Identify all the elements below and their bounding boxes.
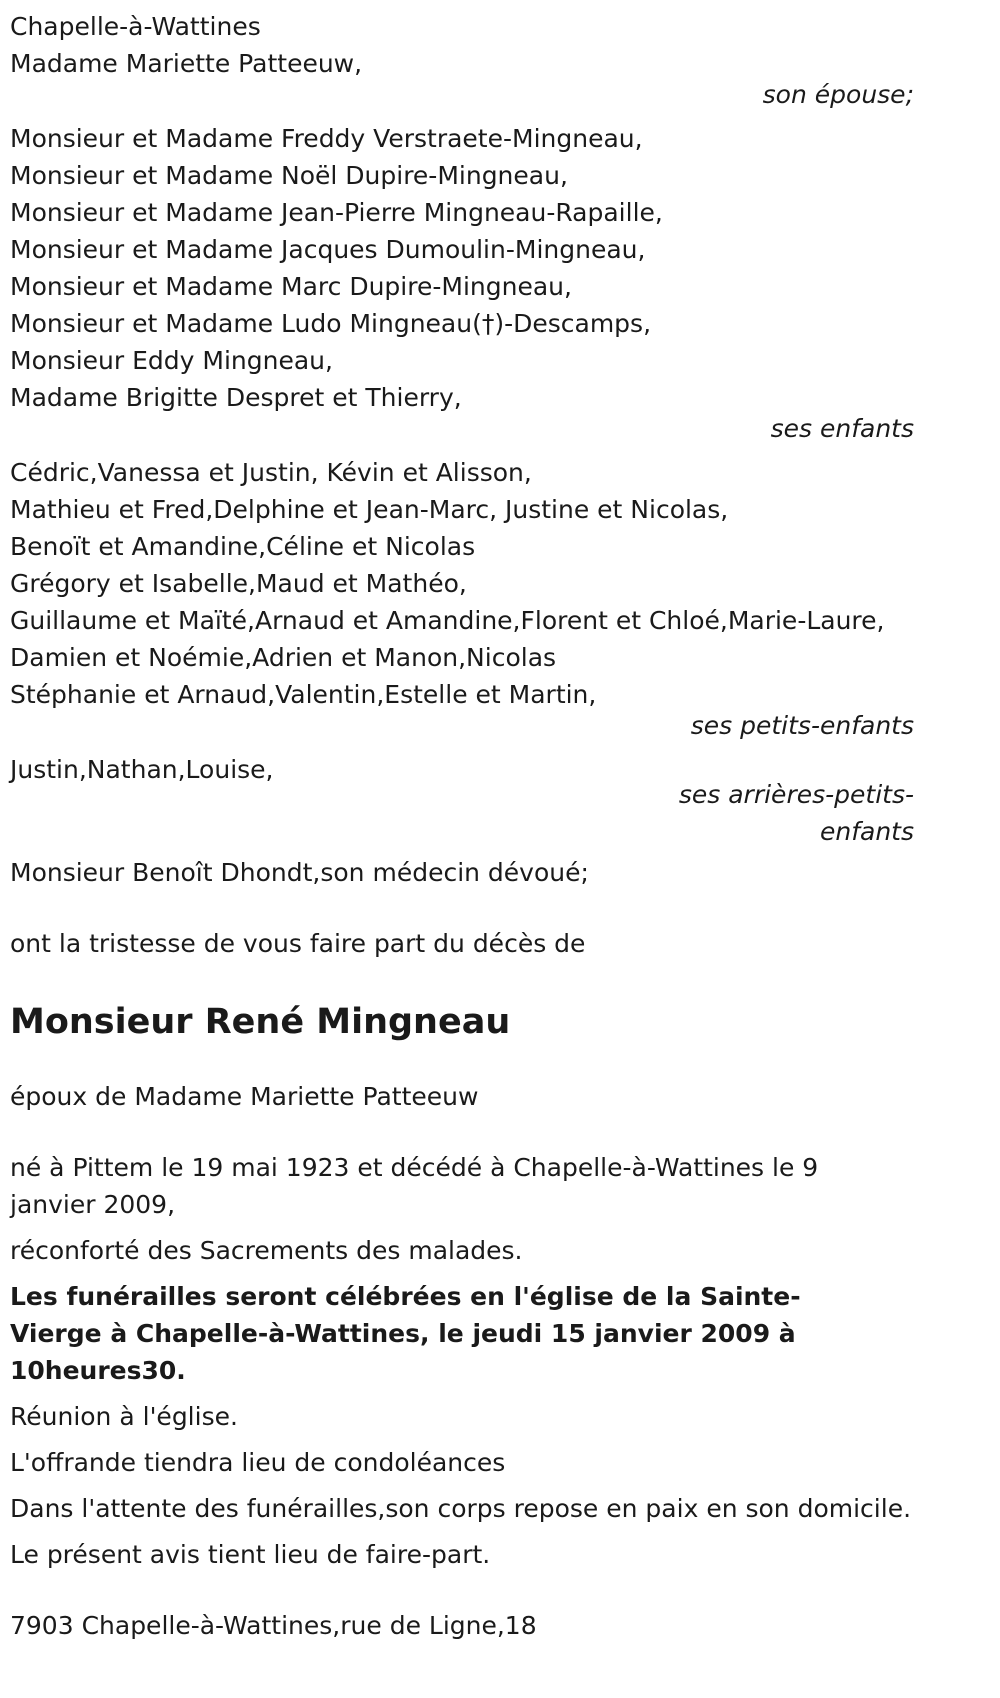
- funeral-details: Les funérailles seront célébrées en l'église de la Sainte-Vierge à Chapelle-à-Wattines, le jeudi 15 janvier 2009 à 10heures30.: [10, 1282, 801, 1385]
- spouse-of-line: époux de Madame Mariette Patteeuw: [10, 1082, 479, 1111]
- child-line: Monsieur et Madame Noël Dupire-Mingneau,: [10, 161, 568, 190]
- great-grandchildren-role-2: enfants: [819, 817, 914, 846]
- children-list: [10, 120, 935, 416]
- announcement-line: ont la tristesse de vous faire part du décès de: [10, 929, 586, 958]
- grandchild-line: Mathieu et Fred,Delphine et Jean-Marc, Justine et Nicolas,: [10, 495, 729, 524]
- grandchild-line: Guillaume et Maïté,Arnaud et Amandine,Florent et Chloé,Marie-Laure,: [10, 606, 885, 635]
- child-line: Monsieur et Madame Jacques Dumoulin-Mingneau,: [10, 235, 646, 264]
- grandchild-line: Stéphanie et Arnaud,Valentin,Estelle et Martin,: [10, 680, 597, 709]
- child-line: Madame Brigitte Despret et Thierry,: [10, 383, 462, 412]
- spouse-role: son épouse;: [762, 80, 914, 109]
- grandchildren-list: [10, 454, 935, 713]
- grandchild-line: Grégory et Isabelle,Maud et Mathéo,: [10, 569, 467, 598]
- offering-line: L'offrande tiendra lieu de condoléances: [10, 1448, 506, 1477]
- birth-death-line: né à Pittem le 19 mai 1923 et décédé à Chapelle-à-Wattines le 9 janvier 2009,: [10, 1153, 819, 1219]
- place-line: Chapelle-à-Wattines: [10, 12, 261, 41]
- child-line: Monsieur Eddy Mingneau,: [10, 346, 333, 375]
- child-line: Monsieur et Madame Ludo Mingneau(†)-Descamps,: [10, 309, 652, 338]
- great-grandchildren-role-1: ses arrières-petits-: [678, 780, 914, 809]
- notice-line: Le présent avis tient lieu de faire-part.: [10, 1540, 491, 1569]
- grandchild-line: Benoït et Amandine,Céline et Nicolas: [10, 532, 476, 561]
- great-grandchildren-line: Justin,Nathan,Louise,: [10, 755, 274, 784]
- doctor-line: Monsieur Benoît Dhondt,son médecin dévoué;: [10, 858, 589, 887]
- child-line: Monsieur et Madame Freddy Verstraete-Mingneau,: [10, 124, 643, 153]
- deceased-name: Monsieur René Mingneau: [10, 1002, 511, 1042]
- child-line: Monsieur et Madame Jean-Pierre Mingneau-Rapaille,: [10, 198, 663, 227]
- children-role: ses enfants: [770, 414, 914, 443]
- spouse-line: Madame Mariette Patteeuw,: [10, 49, 363, 78]
- rest-line: Dans l'attente des funérailles,son corps repose en paix en son domicile.: [10, 1494, 912, 1523]
- address-line: 7903 Chapelle-à-Wattines,rue de Ligne,18: [10, 1611, 537, 1640]
- grandchildren-role: ses petits-enfants: [690, 711, 914, 740]
- sacraments-line: réconforté des Sacrements des malades.: [10, 1236, 523, 1265]
- child-line: Monsieur et Madame Marc Dupire-Mingneau,: [10, 272, 572, 301]
- grandchild-line: Cédric,Vanessa et Justin, Kévin et Alisson,: [10, 458, 532, 487]
- grandchild-line: Damien et Noémie,Adrien et Manon,Nicolas: [10, 643, 557, 672]
- meeting-line: Réunion à l'église.: [10, 1402, 238, 1431]
